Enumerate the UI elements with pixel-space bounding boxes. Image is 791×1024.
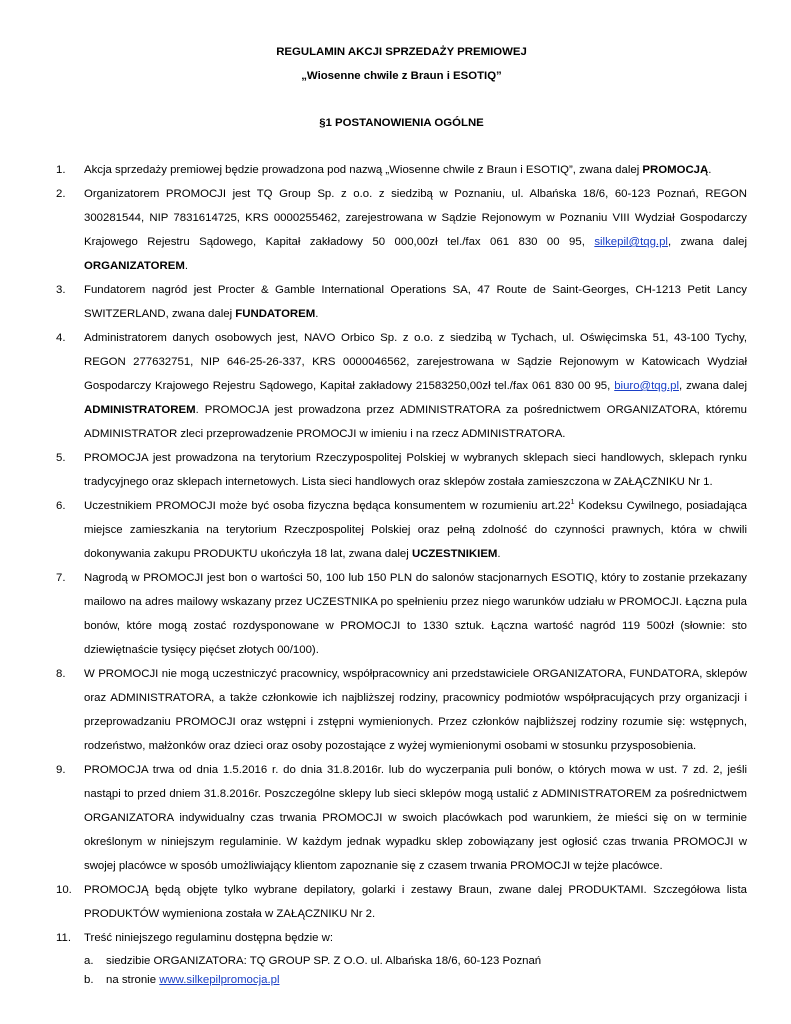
text-segment: . PROMOCJA jest prowadzona przez ADMINISTRATORA za pośrednictwem ORGANIZATORA, któremu ADMINISTRATOR zleci przeprowadzenie PROMOCJI w imieniu i na rzecz ADMINISTRATORA. (84, 404, 747, 440)
text-segment: , zwana dalej (678, 380, 747, 392)
text-segment: Nagrodą w PROMOCJI jest bon o wartości 50, 100 lub 150 PLN do salonów stacjonarnych ESOTIQ, który to zostanie przekazany mailowo na adres mailowy wskazany przez UCZESTNIKA po spełnieniu przez niego warunków udziału w PROMOCJI. Łączna pula bonów, które mogą zostać rozdysponowane w PROMOCJI to 1330 sztuk. Łączna wartość nagród 119 500zł (słownie: sto dziewiętnaście tysięcy pięćset złotych 00/100). (84, 572, 747, 656)
clause-item (56, 758, 747, 878)
sub-list (84, 952, 747, 990)
clause-item (56, 182, 747, 278)
bold-term: PROMOCJĄ (642, 164, 709, 176)
clause-item (56, 446, 747, 494)
clause-list (56, 158, 747, 990)
inline-link[interactable]: www.silkepilpromocja.pl (159, 974, 280, 986)
text-segment: Organizatorem PROMOCJI jest TQ Group Sp. z o.o. z siedzibą w Poznaniu, ul. Albańska 18/6, 60-123 Poznań, REGON 300281544, NIP 7831614725, KRS 0000255462, zarejestrowana w Sądzie Rejonowym w Poznaniu VIII Wydział Gospodarczy Krajowego Rejestru Sądowego, Kapitał zakładowy 50 000,00zł tel./fax 061 830 00 95, (84, 188, 747, 248)
clause-item (56, 566, 747, 662)
clause-item (56, 662, 747, 758)
text-segment: . (708, 164, 712, 176)
document-subtitle: „Wiosenne chwile z Braun i ESOTIQ” (301, 70, 502, 82)
text-segment: . (315, 308, 319, 320)
text-segment: Akcja sprzedaży premiowej będzie prowadzona pod nazwą „Wiosenne chwile z Braun i ESOTIQ”, zwana dalej (84, 164, 643, 176)
clause-item (56, 326, 747, 446)
clause-text (84, 758, 747, 878)
clause-number: 1. (56, 164, 66, 176)
clause-number: 6. (56, 500, 66, 512)
sub-item-letter: b. (84, 974, 94, 986)
text-segment: Fundatorem nagród jest Procter & Gamble International Operations SA, 47 Route de Saint-Georges, CH-1213 Petit Lancy SWITZERLAND, zwana dalej (84, 284, 747, 320)
clause-text (84, 566, 747, 662)
text-segment: siedzibie ORGANIZATORA: TQ GROUP SP. Z O.O. ul. Albańska 18/6, 60-123 Poznań (106, 955, 542, 967)
text-segment: PROMOCJA jest prowadzona na terytorium Rzeczypospolitej Polskiej w wybranych sklepach sieci handlowych, sklepach rynku tradycyjnego oraz sklepach internetowych. Lista sieci handlowych oraz sklepów została zamieszczona w ZAŁĄCZNIKU Nr 1. (84, 452, 747, 488)
clause-item (56, 278, 747, 326)
text-segment: PROMOCJA trwa od dnia 1.5.2016 r. do dnia 31.8.2016r. lub do wyczerpania puli bonów, o których mowa w ust. 7 zd. 2, jeśli nastąpi to przed dniem 31.8.2016r. Poszczególne sklepy lub sieci sklepów mogą ustalić z ADMINISTRATOREM za pośrednictwem ORGANIZATORA indywidualny czas trwania PROMOCJI w swoich placówkach pod warunkiem, że mieści się on w terminie określonym w niniejszym regulaminie. W każdym jednak wypadku sklep zobowiązany jest ogłosić czas trwania PROMOCJI w swojej placówce w sposób umożliwiający klientom zapoznanie się z czasem trwania PROMOCJI w tejże placówce. (84, 764, 747, 872)
clause-item (56, 158, 747, 182)
clause-text (84, 278, 747, 326)
text-segment: na stronie (106, 974, 160, 986)
clause-text (84, 182, 747, 278)
bold-term: FUNDATOREM (235, 308, 316, 320)
text-segment: W PROMOCJI nie mogą uczestniczyć pracownicy, współpracownicy ani przedstawiciele ORGANIZATORA, FUNDATORA, sklepów oraz ADMINISTRATORA, a także członkowie ich najbliższej rodziny, pracownicy podmiotów współpracujących przy organizacji i przeprowadzaniu PROMOCJI oraz wstępni i zstępni wymienionych. Przez członków najbliższej rodziny rozumie się: wstępnych, rodzeństwo, małżonków oraz dzieci oraz osoby pozostające z wyżej wymienionymi osobami w stosunku przysposobienia. (84, 668, 747, 752)
superscript: 1 (570, 499, 575, 507)
clause-text (84, 926, 747, 950)
clause-text (84, 446, 747, 494)
section-heading: §1 POSTANOWIENIA OGÓLNE (319, 117, 484, 129)
text-segment: . (497, 548, 501, 560)
clause-item (56, 878, 747, 926)
text-segment: Kodeksu Cywilnego, posiadająca miejsce zamieszkania na terytorium Rzeczpospolitej Polskiej oraz pełną zdolność do czynności prawnych, która w chwili dokonywania zakupu PRODUKTU ukończyła 18 lat, zwana dalej (84, 500, 747, 560)
clause-number: 10. (56, 884, 72, 896)
clause-number: 5. (56, 452, 66, 464)
text-segment: , zwana dalej (667, 236, 747, 248)
clause-text (84, 494, 747, 566)
clause-number: 3. (56, 284, 66, 296)
clause-number: 8. (56, 668, 66, 680)
sub-item-text (106, 955, 541, 967)
clause-item (56, 494, 747, 566)
text-segment: . (184, 260, 188, 272)
clause-number: 11. (56, 932, 71, 944)
clause-number: 9. (56, 764, 66, 776)
text-segment: Uczestnikiem PROMOCJI może być osoba fizyczna będąca konsumentem w rozumieniu art.22 (84, 500, 571, 512)
inline-link[interactable]: silkepil@tqg.pl (594, 236, 668, 248)
clause-text (84, 158, 747, 182)
clause-text (84, 662, 747, 758)
clause-number: 2. (56, 188, 66, 200)
text-segment: Administratorem danych osobowych jest, NAVO Orbico Sp. z o.o. z siedzibą w Tychach, ul. Oświęcimska 51, 43-100 Tychy, REGON 277632751, NIP 646-25-26-337, KRS 0000046562, zarejestrowana w Sądzie Rejonowym w Katowicach Wydział Gospodarczy Krajowego Rejestru Sądowego, Kapitał zakładowy 21583250,00zł tel./fax 061 830 00 95, (84, 332, 747, 392)
sub-item (84, 971, 747, 990)
clause-text (84, 326, 747, 446)
text-segment: Treść niniejszego regulaminu dostępna będzie w: (84, 932, 334, 944)
sub-item-text (106, 974, 279, 986)
document-title: REGULAMIN AKCJI SPRZEDAŻY PREMIOWEJ (276, 46, 527, 58)
text-segment: PROMOCJĄ będą objęte tylko wybrane depilatory, golarki i zestawy Braun, zwane dalej PRODUKTAMI. Szczegółowa lista PRODUKTÓW wymieniona została w ZAŁĄCZNIKU Nr 2. (84, 884, 747, 920)
bold-term: ADMINISTRATOREM (84, 404, 196, 416)
sub-item-letter: a. (84, 955, 94, 967)
clause-item (56, 926, 747, 990)
inline-link[interactable]: biuro@tqg.pl (614, 380, 679, 392)
clause-number: 7. (56, 572, 66, 584)
bold-term: UCZESTNIKIEM (411, 548, 498, 560)
bold-term: ORGANIZATOREM (84, 260, 185, 272)
clause-number: 4. (56, 332, 66, 344)
sub-item (84, 952, 747, 971)
clause-text (84, 878, 747, 926)
